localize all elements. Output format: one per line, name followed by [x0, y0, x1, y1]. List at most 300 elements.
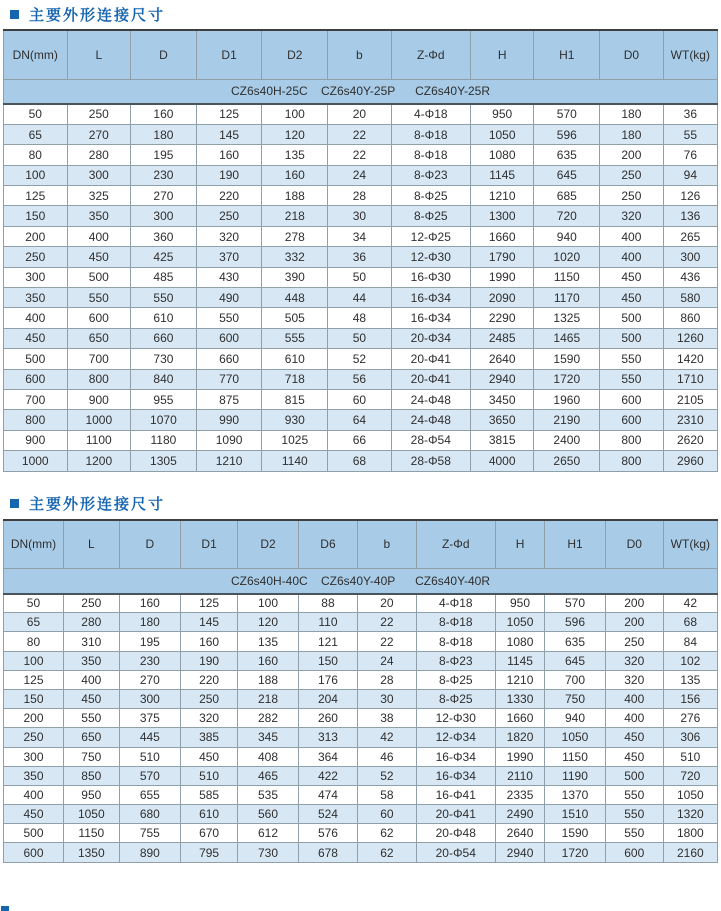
table-cell: 160 [238, 651, 299, 670]
table-cell: 400 [63, 670, 119, 689]
table-cell: 815 [262, 389, 328, 409]
table-cell: 510 [663, 747, 717, 766]
table-cell: 94 [663, 165, 717, 185]
table-cell: 20 [358, 594, 417, 613]
table-cell: 700 [67, 349, 131, 369]
table-cell: 2650 [534, 451, 600, 471]
table-cell: 12-Φ30 [416, 709, 495, 728]
table-cell: 360 [131, 226, 197, 246]
table-cell: 730 [131, 349, 197, 369]
table-cell: 750 [545, 689, 606, 708]
column-header: D [131, 30, 197, 79]
table-cell: 2620 [663, 430, 717, 450]
table-cell: 180 [600, 104, 664, 124]
section-title [10, 490, 721, 512]
table-cell: 600 [67, 308, 131, 328]
table-cell: 350 [4, 766, 64, 785]
table-cell: 1590 [545, 824, 606, 843]
table-cell: 320 [600, 206, 664, 226]
table-cell: 260 [298, 709, 357, 728]
table-cell: 550 [131, 288, 197, 308]
table-cell: 188 [238, 670, 299, 689]
table-row [4, 651, 718, 670]
table-cell: 390 [262, 267, 328, 287]
table-cell: 730 [238, 843, 299, 862]
table-cell: 60 [358, 805, 417, 824]
table-cell: 325 [67, 186, 131, 206]
table-cell: 950 [470, 104, 534, 124]
table-cell: 100 [262, 104, 328, 124]
table-cell: 500 [600, 308, 664, 328]
table-cell: 1145 [470, 165, 534, 185]
table-cell: 180 [131, 124, 197, 144]
table-cell: 800 [600, 430, 664, 450]
table-cell: 600 [4, 369, 68, 389]
table-cell: 121 [298, 632, 357, 651]
table-cell: 62 [358, 843, 417, 862]
table-cell: 400 [4, 308, 68, 328]
table-cell: 1070 [131, 410, 197, 430]
table-cell: 1660 [470, 226, 534, 246]
table-cell: 450 [181, 747, 238, 766]
table-cell: 1180 [131, 430, 197, 450]
table-cell: 1210 [470, 186, 534, 206]
table-cell: 555 [262, 328, 328, 348]
table-cell: 100 [4, 651, 64, 670]
table-cell: 250 [67, 104, 131, 124]
table-cell: 950 [63, 785, 119, 804]
table-cell: 425 [131, 247, 197, 267]
table-cell: 22 [358, 632, 417, 651]
table-cell: 2485 [470, 328, 534, 348]
table-cell: 500 [600, 328, 664, 348]
table-cell: 1080 [470, 145, 534, 165]
table-cell: 800 [67, 369, 131, 389]
table-cell: 313 [298, 728, 357, 747]
table-cell: 650 [63, 728, 119, 747]
table-cell: 1210 [196, 451, 262, 471]
section-title [10, 0, 721, 22]
column-header: D2 [262, 30, 328, 79]
table-cell: 160 [181, 632, 238, 651]
table-cell: 320 [181, 709, 238, 728]
table-cell: 20-Φ41 [416, 805, 495, 824]
table-row [4, 165, 718, 185]
table-cell: 24-Φ48 [391, 410, 470, 430]
table-cell: 110 [298, 613, 357, 632]
table-cell: 220 [181, 670, 238, 689]
table-cell: 2110 [495, 766, 544, 785]
table-cell: 8-Φ23 [416, 651, 495, 670]
column-header: L [67, 30, 131, 79]
table-cell: 1720 [545, 843, 606, 862]
table-cell: 250 [181, 689, 238, 708]
column-header: b [358, 520, 417, 569]
table-cell: 52 [328, 349, 392, 369]
table-cell: 28 [328, 186, 392, 206]
column-header: DN(mm) [4, 520, 64, 569]
table-cell: 645 [545, 651, 606, 670]
table-cell: 24 [328, 165, 392, 185]
table-row [4, 709, 718, 728]
column-header: H1 [545, 520, 606, 569]
table-cell: 596 [534, 124, 600, 144]
table-cell: 430 [196, 267, 262, 287]
table-cell: 350 [4, 288, 68, 308]
table-cell: 2940 [495, 843, 544, 862]
table-cell: 64 [328, 410, 392, 430]
table-cell: 44 [328, 288, 392, 308]
table-row [4, 206, 718, 226]
table-cell: 135 [238, 632, 299, 651]
section-title-text: 主要外形连接尺寸 [29, 6, 166, 24]
table-cell: 505 [262, 308, 328, 328]
table-cell: 422 [298, 766, 357, 785]
table-cell: 22 [328, 124, 392, 144]
table-cell: 770 [196, 369, 262, 389]
table-cell: 720 [663, 766, 717, 785]
table-cell: 250 [605, 632, 663, 651]
table-row [4, 410, 718, 430]
table-cell: 600 [600, 410, 664, 430]
table-cell: 250 [63, 594, 119, 613]
table-cell: 2400 [534, 430, 600, 450]
table-cell: 16-Φ34 [391, 308, 470, 328]
table-cell: 8-Φ18 [416, 632, 495, 651]
table-cell: 16-Φ41 [416, 785, 495, 804]
table-cell: 800 [600, 451, 664, 471]
table-cell: 145 [181, 613, 238, 632]
table-cell: 1170 [534, 288, 600, 308]
table-row [4, 747, 718, 766]
table-cell: 250 [600, 165, 664, 185]
table-cell: 8-Φ25 [391, 186, 470, 206]
table-cell: 332 [262, 247, 328, 267]
table-cell: 190 [181, 651, 238, 670]
table-cell: 610 [262, 349, 328, 369]
table-cell: 1260 [663, 328, 717, 348]
table-cell: 1820 [495, 728, 544, 747]
table-cell: 16-Φ34 [416, 766, 495, 785]
table-cell: 1100 [67, 430, 131, 450]
table-cell: 2160 [663, 843, 717, 862]
table-cell: 1150 [63, 824, 119, 843]
table-cell: 4000 [470, 451, 534, 471]
table-cell: 160 [119, 594, 180, 613]
table-cell: 550 [600, 369, 664, 389]
table-row [4, 451, 718, 471]
table-cell: 660 [131, 328, 197, 348]
table-cell: 570 [545, 594, 606, 613]
table-cell: 955 [131, 389, 197, 409]
table-cell: 22 [358, 613, 417, 632]
table-row [4, 349, 718, 369]
table-cell: 400 [605, 689, 663, 708]
table-row [4, 288, 718, 308]
table-cell: 485 [131, 267, 197, 287]
model-row [4, 79, 718, 104]
table-cell: 635 [534, 145, 600, 165]
table-cell: 448 [262, 288, 328, 308]
table-cell: 2105 [663, 389, 717, 409]
table-cell: 68 [328, 451, 392, 471]
table-cell: 4-Φ18 [416, 594, 495, 613]
column-header: Z-Φd [391, 30, 470, 79]
table-row [4, 670, 718, 689]
table-cell: 300 [67, 165, 131, 185]
section-title-text: 主要外形连接尺寸 [29, 496, 166, 514]
table-cell: 1590 [534, 349, 600, 369]
table-cell: 135 [262, 145, 328, 165]
table-row [4, 613, 718, 632]
table-cell: 500 [67, 267, 131, 287]
table-cell: 200 [4, 709, 64, 728]
table-cell: 1150 [534, 267, 600, 287]
table-cell: 474 [298, 785, 357, 804]
table-cell: 310 [63, 632, 119, 651]
table-cell: 8-Φ25 [391, 206, 470, 226]
table-row [4, 104, 718, 124]
table-cell: 1000 [4, 451, 68, 471]
table-row [4, 766, 718, 785]
table-cell: 364 [298, 747, 357, 766]
table-cell: 1025 [262, 430, 328, 450]
table-cell: 445 [119, 728, 180, 747]
table-cell: 1140 [262, 451, 328, 471]
table-cell: 2190 [534, 410, 600, 430]
table-row [4, 843, 718, 862]
table-cell: 1300 [470, 206, 534, 226]
table-cell: 50 [328, 328, 392, 348]
table-cell: 400 [4, 785, 64, 804]
table-cell: 500 [605, 766, 663, 785]
next-section-bullet-icon [1, 906, 9, 911]
table-cell: 50 [4, 104, 68, 124]
table-cell: 585 [181, 785, 238, 804]
table-cell: 1000 [67, 410, 131, 430]
table-cell: 385 [181, 728, 238, 747]
header-row [4, 30, 718, 79]
table-cell: 126 [663, 186, 717, 206]
table-cell: 320 [605, 651, 663, 670]
table-cell: 350 [67, 206, 131, 226]
table-cell: 718 [262, 369, 328, 389]
table-cell: 800 [4, 410, 68, 430]
table-cell: 100 [4, 165, 68, 185]
section-bullet-icon [10, 10, 19, 19]
table-cell: 160 [262, 165, 328, 185]
table-cell: 450 [63, 689, 119, 708]
table-cell: 660 [196, 349, 262, 369]
table-cell: 850 [63, 766, 119, 785]
table-cell: 88 [298, 594, 357, 613]
table-cell: 190 [196, 165, 262, 185]
table-cell: 16-Φ34 [391, 288, 470, 308]
table-cell: 195 [119, 632, 180, 651]
table-cell: 436 [663, 267, 717, 287]
table-row [4, 247, 718, 267]
table-cell: 136 [663, 206, 717, 226]
table-cell: 890 [119, 843, 180, 862]
table-row [4, 805, 718, 824]
table-cell: 265 [663, 226, 717, 246]
table-cell: 510 [181, 766, 238, 785]
table-row [4, 308, 718, 328]
table-cell: 450 [605, 728, 663, 747]
section-spacer [0, 472, 721, 490]
table-cell: 220 [196, 186, 262, 206]
table-row [4, 145, 718, 165]
table-cell: 3650 [470, 410, 534, 430]
column-header: DN(mm) [4, 30, 68, 79]
table-cell: 300 [4, 747, 64, 766]
table-row [4, 632, 718, 651]
table-row [4, 728, 718, 747]
table-cell: 1200 [67, 451, 131, 471]
table-cell: 1325 [534, 308, 600, 328]
dimensions-table-pn40 [3, 519, 718, 863]
table-cell: 56 [328, 369, 392, 389]
table-cell: 276 [663, 709, 717, 728]
table-cell: 655 [119, 785, 180, 804]
table-cell: 30 [358, 689, 417, 708]
model-names: CZ6s40H-25C CZ6s40Y-25P CZ6s40Y-25R [4, 79, 718, 104]
table-cell: 1090 [196, 430, 262, 450]
table-cell: 46 [358, 747, 417, 766]
table-cell: 1660 [495, 709, 544, 728]
table-cell: 345 [238, 728, 299, 747]
table-cell: 195 [131, 145, 197, 165]
table-cell: 120 [262, 124, 328, 144]
table-cell: 36 [328, 247, 392, 267]
table-cell: 900 [67, 389, 131, 409]
table-cell: 550 [63, 709, 119, 728]
table-cell: 270 [119, 670, 180, 689]
table-cell: 8-Φ23 [391, 165, 470, 185]
table-row [4, 369, 718, 389]
table-cell: 28 [358, 670, 417, 689]
table-cell: 720 [534, 206, 600, 226]
column-header: b [328, 30, 392, 79]
table-cell: 1080 [495, 632, 544, 651]
table-cell: 250 [196, 206, 262, 226]
table-cell: 600 [196, 328, 262, 348]
table-cell: 490 [196, 288, 262, 308]
column-header: H [470, 30, 534, 79]
table-cell: 62 [358, 824, 417, 843]
table-cell: 300 [119, 689, 180, 708]
table-cell: 1050 [663, 785, 717, 804]
table-cell: 1960 [534, 389, 600, 409]
section-bullet-icon [10, 499, 19, 508]
table-cell: 20-Φ54 [416, 843, 495, 862]
table-cell: 1420 [663, 349, 717, 369]
column-header: D0 [605, 520, 663, 569]
table-cell: 8-Φ18 [416, 613, 495, 632]
table-cell: 250 [600, 186, 664, 206]
table-cell: 2640 [495, 824, 544, 843]
table-cell: 34 [328, 226, 392, 246]
table-cell: 596 [545, 613, 606, 632]
table-cell: 1145 [495, 651, 544, 670]
table-cell: 8-Φ25 [416, 670, 495, 689]
table-cell: 1150 [545, 747, 606, 766]
table-cell: 2940 [470, 369, 534, 389]
table-cell: 2310 [663, 410, 717, 430]
table-cell: 550 [605, 805, 663, 824]
table-cell: 42 [358, 728, 417, 747]
table-cell: 204 [298, 689, 357, 708]
table-cell: 400 [605, 709, 663, 728]
table-cell: 300 [131, 206, 197, 226]
table-cell: 66 [328, 430, 392, 450]
table-cell: 230 [131, 165, 197, 185]
table-cell: 65 [4, 124, 68, 144]
table-cell: 930 [262, 410, 328, 430]
table-cell: 940 [545, 709, 606, 728]
table-cell: 200 [605, 613, 663, 632]
table-cell: 28-Φ54 [391, 430, 470, 450]
table-cell: 576 [298, 824, 357, 843]
table-cell: 570 [119, 766, 180, 785]
table-cell: 1320 [663, 805, 717, 824]
table-cell: 450 [600, 267, 664, 287]
table-cell: 750 [63, 747, 119, 766]
table-cell: 1050 [495, 613, 544, 632]
table-cell: 300 [663, 247, 717, 267]
table-cell: 36 [663, 104, 717, 124]
table-cell: 218 [238, 689, 299, 708]
table-cell: 50 [328, 267, 392, 287]
table-cell: 150 [298, 651, 357, 670]
table-cell: 450 [600, 288, 664, 308]
table-cell: 280 [67, 145, 131, 165]
table-cell: 685 [534, 186, 600, 206]
table-cell: 42 [663, 594, 717, 613]
table-cell: 102 [663, 651, 717, 670]
table-cell: 940 [534, 226, 600, 246]
table-cell: 400 [67, 226, 131, 246]
table-cell: 76 [663, 145, 717, 165]
column-header: D1 [181, 520, 238, 569]
table-cell: 950 [495, 594, 544, 613]
table-cell: 200 [600, 145, 664, 165]
table-cell: 550 [605, 785, 663, 804]
table-cell: 535 [238, 785, 299, 804]
table-cell: 612 [238, 824, 299, 843]
table-row [4, 430, 718, 450]
table-cell: 28-Φ58 [391, 451, 470, 471]
table-cell: 280 [63, 613, 119, 632]
model-row [4, 569, 718, 594]
table-cell: 1800 [663, 824, 717, 843]
table-cell: 700 [4, 389, 68, 409]
table-cell: 65 [4, 613, 64, 632]
table-cell: 650 [67, 328, 131, 348]
table-cell: 145 [196, 124, 262, 144]
table-cell: 270 [131, 186, 197, 206]
column-header: WT(kg) [663, 520, 717, 569]
table-cell: 150 [4, 689, 64, 708]
table-cell: 550 [605, 824, 663, 843]
table-cell: 600 [600, 389, 664, 409]
table-cell: 875 [196, 389, 262, 409]
column-header: D6 [298, 520, 357, 569]
table-cell: 3815 [470, 430, 534, 450]
table-row [4, 689, 718, 708]
table-cell: 58 [358, 785, 417, 804]
model-names: CZ6s40H-40C CZ6s40Y-40P CZ6s40Y-40R [4, 569, 718, 594]
